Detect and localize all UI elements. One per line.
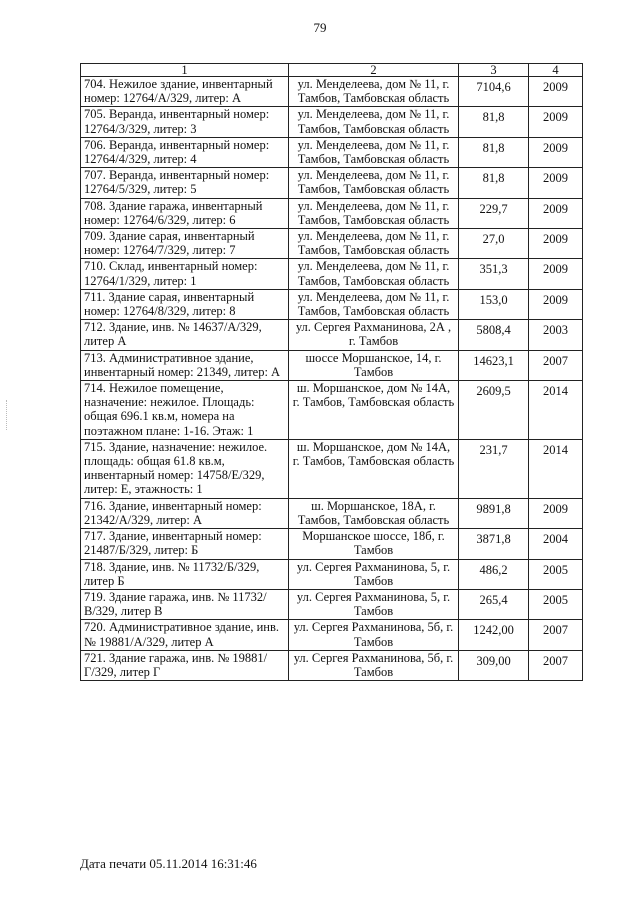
property-address-cell: шоссе Моршанское, 14, г. Тамбов bbox=[289, 350, 459, 380]
property-area-cell: 486,2 bbox=[459, 559, 529, 589]
table-row bbox=[81, 198, 583, 228]
property-name-cell: 707. Веранда, инвентарный номер: 12764/5/329, литер: 5 bbox=[81, 168, 289, 198]
property-address-cell: ул. Менделеева, дом № 11, г. Тамбов, Тамбовская область bbox=[289, 289, 459, 319]
table-row bbox=[81, 107, 583, 137]
property-name-cell: 709. Здание сарая, инвентарный номер: 12764/7/329, литер: 7 bbox=[81, 229, 289, 259]
property-address-cell: ул. Сергея Рахманинова, 5, г. Тамбов bbox=[289, 589, 459, 619]
property-name-cell: 713. Административное здание, инвентарный номер: 21349, литер: А bbox=[81, 350, 289, 380]
property-address-cell: ул. Сергея Рахманинова, 5, г. Тамбов bbox=[289, 559, 459, 589]
property-name-cell: 715. Здание, назначение: нежилое. площадь: общая 61.8 кв.м, инвентарный номер: 14758/Е/329, литер: Е, этажность: 1 bbox=[81, 439, 289, 498]
property-area-cell: 9891,8 bbox=[459, 498, 529, 528]
property-area-cell: 2609,5 bbox=[459, 381, 529, 440]
property-area-cell: 265,4 bbox=[459, 589, 529, 619]
margin-mark bbox=[6, 400, 8, 430]
table-row bbox=[81, 650, 583, 680]
property-area-cell: 229,7 bbox=[459, 198, 529, 228]
table-row bbox=[81, 229, 583, 259]
print-date: Дата печати 05.11.2014 16:31:46 bbox=[80, 856, 257, 871]
property-address-cell: ш. Моршанское, 18А, г. Тамбов, Тамбовская область bbox=[289, 498, 459, 528]
column-header-4: 4 bbox=[529, 64, 583, 77]
property-address-cell: ул. Сергея Рахманинова, 2А , г. Тамбов bbox=[289, 320, 459, 350]
property-year-cell: 2005 bbox=[529, 559, 583, 589]
table-row bbox=[81, 559, 583, 589]
property-area-cell: 231,7 bbox=[459, 439, 529, 498]
table-row bbox=[81, 259, 583, 289]
table-row bbox=[81, 168, 583, 198]
property-year-cell: 2009 bbox=[529, 77, 583, 107]
property-year-cell: 2009 bbox=[529, 229, 583, 259]
table-row bbox=[81, 620, 583, 650]
property-area-cell: 1242,00 bbox=[459, 620, 529, 650]
property-name-cell: 710. Склад, инвентарный номер: 12764/1/329, литер: 1 bbox=[81, 259, 289, 289]
property-name-cell: 705. Веранда, инвентарный номер: 12764/3/329, литер: 3 bbox=[81, 107, 289, 137]
property-area-cell: 153,0 bbox=[459, 289, 529, 319]
property-name-cell: 716. Здание, инвентарный номер: 21342/А/329, литер: А bbox=[81, 498, 289, 528]
table-row bbox=[81, 439, 583, 498]
table-row bbox=[81, 77, 583, 107]
property-name-cell: 721. Здание гаража, инв. № 19881/Г/329, литер Г bbox=[81, 650, 289, 680]
property-area-cell: 351,3 bbox=[459, 259, 529, 289]
property-address-cell: ул. Менделеева, дом № 11, г. Тамбов, Тамбовская область bbox=[289, 137, 459, 167]
column-header-3: 3 bbox=[459, 64, 529, 77]
property-year-cell: 2005 bbox=[529, 589, 583, 619]
property-address-cell: ш. Моршанское, дом № 14А, г. Тамбов, Тамбовская область bbox=[289, 381, 459, 440]
table-row bbox=[81, 529, 583, 559]
property-name-cell: 708. Здание гаража, инвентарный номер: 12764/6/329, литер: 6 bbox=[81, 198, 289, 228]
property-area-cell: 81,8 bbox=[459, 137, 529, 167]
property-address-cell: ул. Менделеева, дом № 11, г. Тамбов, Тамбовская область bbox=[289, 198, 459, 228]
property-area-cell: 81,8 bbox=[459, 168, 529, 198]
page-number: 79 bbox=[313, 20, 327, 35]
property-area-cell: 309,00 bbox=[459, 650, 529, 680]
property-name-cell: 711. Здание сарая, инвентарный номер: 12764/8/329, литер: 8 bbox=[81, 289, 289, 319]
property-year-cell: 2009 bbox=[529, 498, 583, 528]
table-header-row bbox=[81, 64, 583, 77]
table-row bbox=[81, 350, 583, 380]
property-area-cell: 27,0 bbox=[459, 229, 529, 259]
table-row bbox=[81, 320, 583, 350]
table-row bbox=[81, 381, 583, 440]
property-year-cell: 2009 bbox=[529, 289, 583, 319]
property-address-cell: ул. Менделеева, дом № 11, г. Тамбов, Тамбовская область bbox=[289, 229, 459, 259]
property-name-cell: 720. Административное здание, инв. № 19881/А/329, литер А bbox=[81, 620, 289, 650]
property-year-cell: 2004 bbox=[529, 529, 583, 559]
property-name-cell: 704. Нежилое здание, инвентарный номер: 12764/А/329, литер: А bbox=[81, 77, 289, 107]
table-row bbox=[81, 289, 583, 319]
property-address-cell: ул. Менделеева, дом № 11, г. Тамбов, Тамбовская область bbox=[289, 259, 459, 289]
property-year-cell: 2003 bbox=[529, 320, 583, 350]
table-row bbox=[81, 137, 583, 167]
property-address-cell: ул. Сергея Рахманинова, 5б, г. Тамбов bbox=[289, 650, 459, 680]
property-year-cell: 2007 bbox=[529, 620, 583, 650]
property-name-cell: 718. Здание, инв. № 11732/Б/329, литер Б bbox=[81, 559, 289, 589]
property-address-cell: Моршанское шоссе, 18б, г. Тамбов bbox=[289, 529, 459, 559]
property-year-cell: 2009 bbox=[529, 107, 583, 137]
property-name-cell: 717. Здание, инвентарный номер: 21487/Б/329, литер: Б bbox=[81, 529, 289, 559]
property-address-cell: ул. Менделеева, дом № 11, г. Тамбов, Тамбовская область bbox=[289, 77, 459, 107]
property-year-cell: 2007 bbox=[529, 350, 583, 380]
property-area-cell: 5808,4 bbox=[459, 320, 529, 350]
column-header-1: 1 bbox=[81, 64, 289, 77]
table-row bbox=[81, 498, 583, 528]
property-name-cell: 712. Здание, инв. № 14637/А/329, литер А bbox=[81, 320, 289, 350]
property-year-cell: 2009 bbox=[529, 168, 583, 198]
property-name-cell: 706. Веранда, инвентарный номер: 12764/4/329, литер: 4 bbox=[81, 137, 289, 167]
column-header-2: 2 bbox=[289, 64, 459, 77]
property-area-cell: 81,8 bbox=[459, 107, 529, 137]
property-year-cell: 2009 bbox=[529, 198, 583, 228]
property-year-cell: 2007 bbox=[529, 650, 583, 680]
property-year-cell: 2009 bbox=[529, 259, 583, 289]
table-row bbox=[81, 589, 583, 619]
property-name-cell: 719. Здание гаража, инв. № 11732/В/329, литер В bbox=[81, 589, 289, 619]
property-table bbox=[80, 63, 583, 681]
property-year-cell: 2014 bbox=[529, 439, 583, 498]
property-year-cell: 2014 bbox=[529, 381, 583, 440]
property-address-cell: ул. Менделеева, дом № 11, г. Тамбов, Тамбовская область bbox=[289, 107, 459, 137]
property-name-cell: 714. Нежилое помещение, назначение: нежилое. Площадь: общая 696.1 кв.м, номера на поэтажном плане: 1-16. Этаж: 1 bbox=[81, 381, 289, 440]
property-area-cell: 7104,6 bbox=[459, 77, 529, 107]
property-address-cell: ул. Менделеева, дом № 11, г. Тамбов, Тамбовская область bbox=[289, 168, 459, 198]
property-area-cell: 3871,8 bbox=[459, 529, 529, 559]
property-area-cell: 14623,1 bbox=[459, 350, 529, 380]
property-address-cell: ш. Моршанское, дом № 14А, г. Тамбов, Тамбовская область bbox=[289, 439, 459, 498]
property-address-cell: ул. Сергея Рахманинова, 5б, г. Тамбов bbox=[289, 620, 459, 650]
property-year-cell: 2009 bbox=[529, 137, 583, 167]
table-body bbox=[81, 77, 583, 681]
